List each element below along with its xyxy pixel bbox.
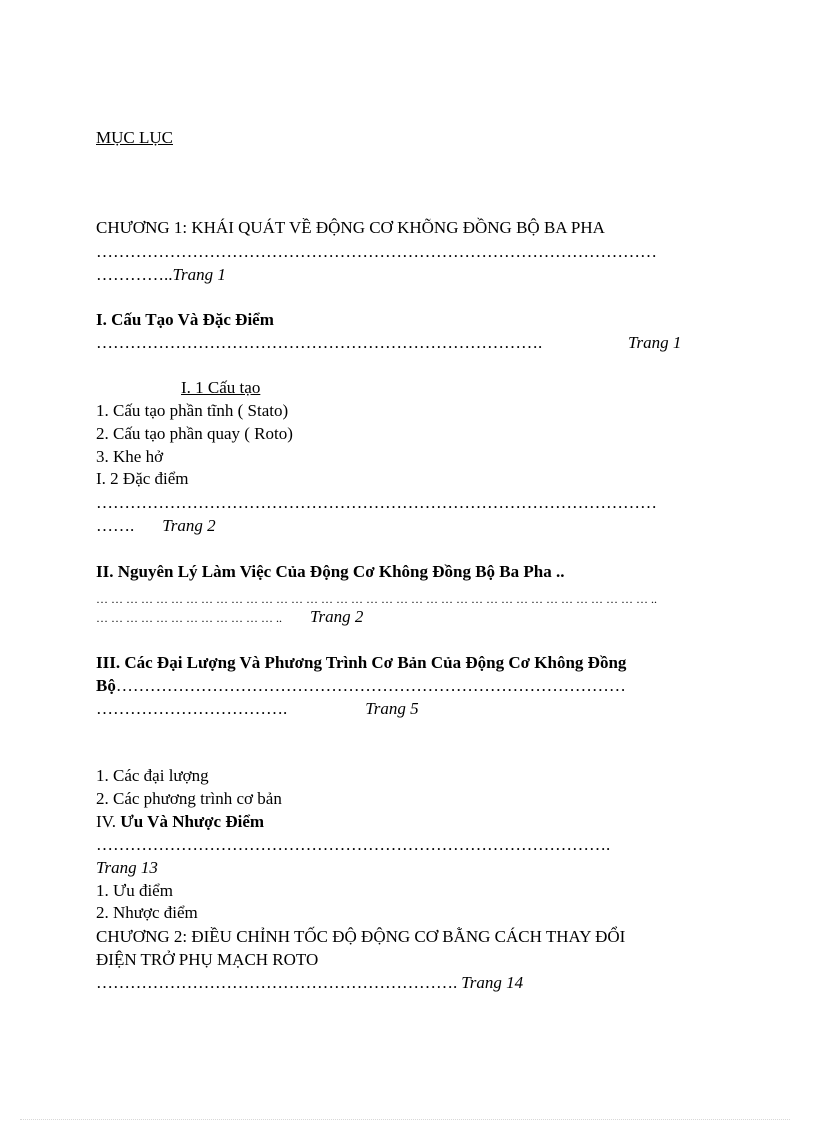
chapter1-page-ref: Trang 1 <box>172 265 226 284</box>
list-item: 2. Cấu tạo phần quay ( Roto) <box>96 424 293 443</box>
list-item: 3. Khe hở <box>96 447 164 466</box>
chapter2-leader-dots: ………………………………………………………. <box>96 973 458 992</box>
section3-title: III. Các Đại Lượng Và Phương Trình Cơ Bản Của Động Cơ Không Đồng <box>96 653 627 672</box>
section4-prefix: IV. <box>96 812 121 831</box>
list-item: 2. Các phương trình cơ bản <box>96 789 282 808</box>
list-item: 1. Ưu điểm <box>96 881 173 900</box>
subsection-1-2-page-ref: Trang 2 <box>162 516 216 535</box>
chapter1-title: CHƯƠNG 1: KHÁI QUÁT VỀ ĐỘNG CƠ KHÕNG ĐỒNG BỘ BA PHA <box>96 218 605 237</box>
section2-title: II. Nguyên Lý Làm Việc Của Động Cơ Không Đồng Bộ Ba Pha .. <box>96 562 565 581</box>
section1-title: I. Cấu Tạo Và Đặc Điểm <box>96 310 274 329</box>
list-item: 1. Cấu tạo phần tĩnh ( Stato) <box>96 401 289 420</box>
subsection-1-1: I. 1 Cấu tạo <box>181 378 261 397</box>
section3-title-line2 <box>96 675 626 697</box>
list-item: 1. Các đại lượng <box>96 766 209 785</box>
section1-leader-dots: ……………………………………………………………………. <box>96 333 543 352</box>
subsection-1-2-page-line <box>96 515 216 537</box>
section3-title-cont: Bộ <box>96 676 116 695</box>
section4-title: Ưu Và Nhược Điểm <box>120 812 265 831</box>
list-item: 2. Nhược điểm <box>96 903 198 922</box>
section3-page-line <box>96 698 419 720</box>
section3-leader-dots: ……………………………………………………………………………… <box>115 676 626 695</box>
section2-leader-dots: … … … … … … … … … … … … … … … … … … … … … … … … … … … … … … … … … … … … … .. <box>96 592 657 606</box>
chapter1-leader-dots-2: ………….. <box>96 265 173 284</box>
chapter1-leader-dots: ……………………………………………………………………………………… <box>96 242 657 261</box>
section3-page-ref: Trang 5 <box>365 699 419 718</box>
section4-leader-dots: ………………………………………………………………………………. <box>96 835 611 854</box>
subsection-1-2: I. 2 Đặc điểm <box>96 469 189 488</box>
subsection-1-2-leader-dots: ……………………………………………………………………………………… <box>96 493 657 512</box>
chapter2-page-ref: Trang 14 <box>461 973 524 992</box>
section2-leader-dots-2: … … … … … … … … … … … … .. <box>96 611 282 625</box>
section4-page-ref: Trang 13 <box>96 858 158 877</box>
subsection-1-2-leader-dots-2: ……. <box>96 516 135 535</box>
toc-title: MỤC LỤC <box>96 128 173 147</box>
page-bottom-border <box>20 1119 790 1120</box>
section2-page-line <box>96 606 363 629</box>
section3-leader-dots-2: ……………………………. <box>96 699 288 718</box>
section2-page-ref: Trang 2 <box>310 607 364 626</box>
chapter2-title: CHƯƠNG 2: ĐIỀU CHỈNH TỐC ĐỘ ĐỘNG CƠ BẰNG CÁCH THAY ĐỔI <box>96 927 626 946</box>
chapter2-title-line2: ĐIỆN TRỞ PHỤ MẠCH ROTO <box>96 950 319 969</box>
chapter1-page-line <box>96 264 226 286</box>
section4-title-line <box>96 811 264 833</box>
section1-page-ref: Trang 1 <box>628 333 682 352</box>
chapter2-page-line <box>96 972 523 994</box>
